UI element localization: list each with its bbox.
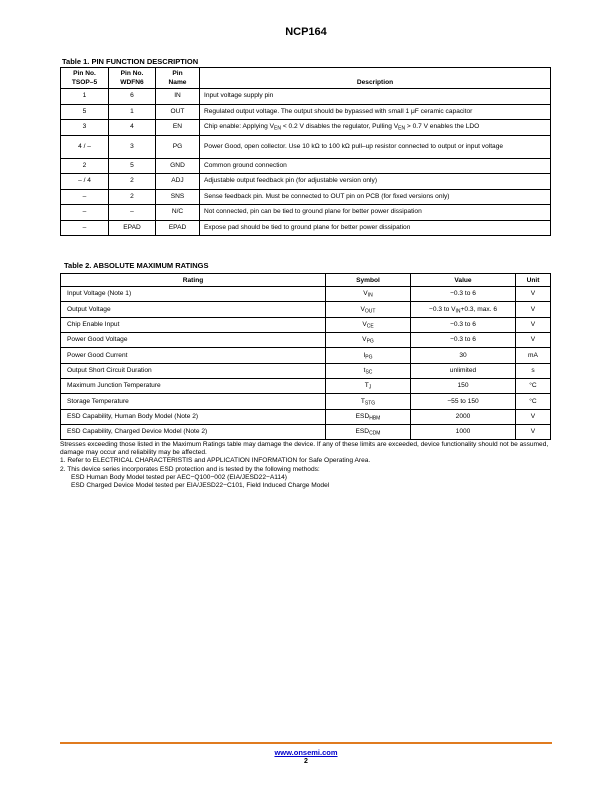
table-row: 5 1 OUT Regulated output voltage. The output should be bypassed with small 1 μF ceramic capacitor [61, 104, 551, 120]
table-row: Output Voltage $V_{OUT}$ −0.3 to $V_{IN}+0.3$, max. 6 V [61, 302, 551, 317]
table-row: – EPAD EPAD Expose pad should be tied to ground plane for better power dissipation [61, 220, 551, 236]
table1-caption: Table 1. PIN FUNCTION DESCRIPTION [62, 57, 199, 66]
page-number: 2 [304, 758, 308, 765]
table-row: Power Good Voltage $V_{PG}$ −0.3 to 6 V [61, 333, 551, 348]
header-value: Value [411, 274, 516, 287]
header-pin-name: Pin Name [156, 68, 200, 89]
table-row: ESD Capability, Human Body Model (Note 2) $ESD_{HBM}$ 2000 V [61, 409, 551, 424]
table-row: – / 4 2 ADJ Adjustable output feedback pin (for adjustable version only) [61, 174, 551, 190]
note-2-hbm: ESD Human Body Model tested per AEC−Q100−002 (EIA/JESD22−A114) [71, 473, 287, 481]
pin-function-table [60, 67, 551, 236]
header-description: Description [200, 68, 551, 89]
note-2-cdm: ESD Charged Device Model tested per EIA/JESD22−C101, Field Induced Charge Model [71, 482, 330, 490]
header-symbol: Symbol [326, 274, 411, 287]
header-wdfn: Pin No. WDFN6 [109, 68, 156, 89]
header-tsop: Pin No. TSOP–5 [61, 68, 109, 89]
table2-caption: Table 2. ABSOLUTE MAXIMUM RATINGS [64, 261, 209, 270]
table-row: Maximum Junction Temperature $T_J$ 150 °C [61, 379, 551, 394]
table-row: ESD Capability, Charged Device Model (Note 2) $ESD_{CDM}$ 1000 V [61, 425, 551, 440]
notes-block [60, 441, 552, 490]
header-rating: Rating [61, 274, 326, 287]
table-row: Storage Temperature $T_{STG}$ −55 to 150 °C [61, 394, 551, 409]
table-row: Chip Enable Input $V_{CE}$ −0.3 to 6 V [61, 317, 551, 332]
note-2: 2. This device series incorporates ESD protection and is tested by the following methods: [60, 465, 320, 473]
table-header-row [61, 274, 551, 287]
page-title: NCP164 [285, 26, 327, 38]
table-row: Power Good Current $I_{PG}$ 30 mA [61, 348, 551, 363]
en-description: Chip enable: Applying $V_{EN} < 0.2$ V disables the regulator, Pulling $V_{EN} > 0.7$ V enables the LDO [200, 120, 551, 136]
website-link[interactable]: www.onsemi.com [274, 748, 338, 757]
header-unit: Unit [516, 274, 551, 287]
absolute-max-ratings-table [60, 273, 551, 440]
table-header-row [61, 68, 551, 89]
table-row: 3 4 EN Chip enable: Applying $V_{EN} < 0.2$ V disables the regulator, Pulling $V_{EN} > 0.7$ V enables the LDO [61, 120, 551, 136]
table-row: – – N/C Not connected, pin can be tied to ground plane for better power dissipation [61, 205, 551, 221]
table-row: Input Voltage (Note 1) $V_{IN}$ −0.3 to 6 V [61, 287, 551, 302]
table-row: 2 5 GND Common ground connection [61, 158, 551, 174]
stress-note: Stresses exceeding those listed in the Maximum Ratings table may damage the device. If any of these limits are exceeded, device functionality should not be assumed, damage may occur and reliability may be affected. [60, 441, 549, 457]
footer-divider [60, 742, 552, 744]
note-1: 1. Refer to ELECTRICAL CHARACTERISTIS and APPLICATION INFORMATION for Safe Operating Area. [60, 457, 371, 465]
table-row: – 2 SNS Sense feedback pin. Must be connected to OUT pin on PCB (for fixed versions only) [61, 189, 551, 205]
table-row: 1 6 IN Input voltage supply pin [61, 89, 551, 105]
table-row: Output Short Circuit Duration $t_{SC}$ unlimited s [61, 363, 551, 378]
table-row: 4 / – 3 PG Power Good, open collector. Use 10 kΩ to 100 kΩ pull–up resistor connected to output or input voltage [61, 135, 551, 158]
